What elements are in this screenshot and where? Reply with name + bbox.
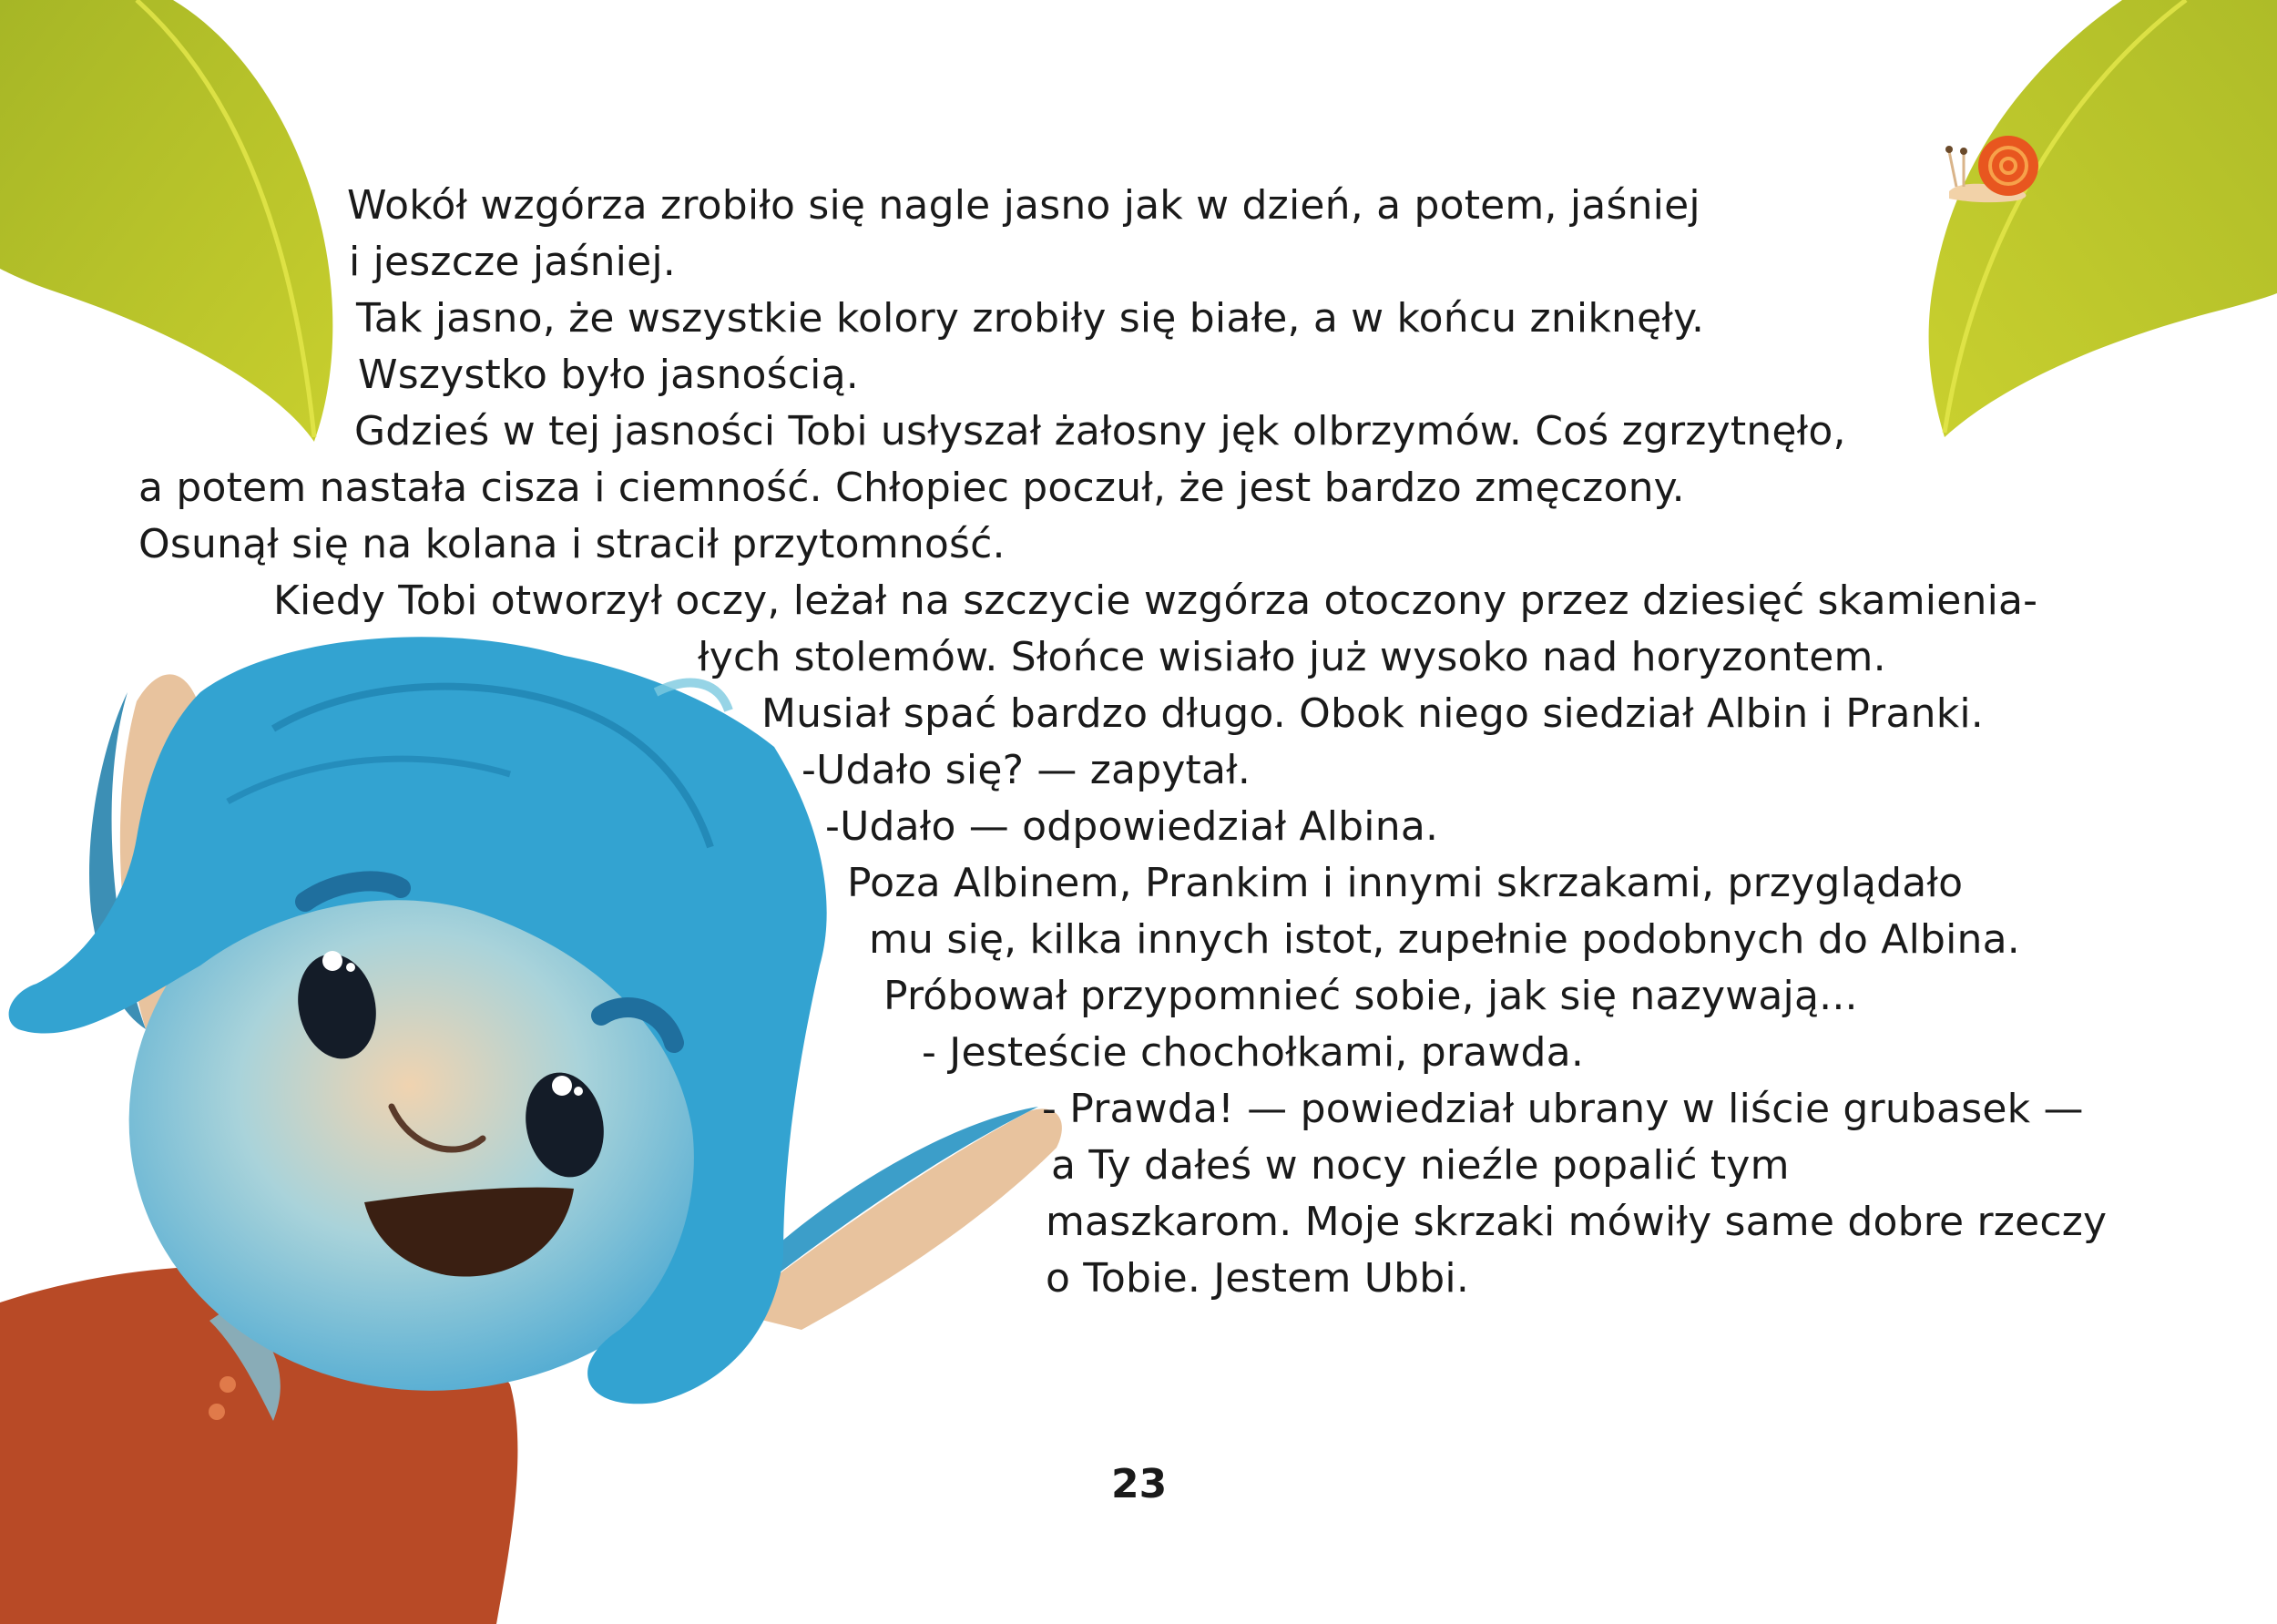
story-line-16: - Jesteście chochołkami, prawda. — [922, 1029, 1585, 1076]
story-line-18: a Ty dałeś w nocy nieźle popalić tym — [1051, 1142, 1790, 1189]
story-line-13: Poza Albinem, Prankim i innymi skrzakami, przyglądało — [847, 860, 1964, 906]
story-line-12: -Udało — odpowiedział Albina. — [825, 803, 1439, 850]
right-leaf-icon — [1929, 0, 2277, 437]
story-line-9: łych stolemów. Słońce wisiało już wysoko nad horyzontem. — [698, 634, 1886, 680]
story-line-15: Próbował przypomnieć sobie, jak się nazywają... — [883, 973, 1858, 1019]
story-line-20: o Tobie. Jestem Ubbi. — [1046, 1255, 1470, 1302]
story-line-5: Gdzieś w tej jasności Tobi usłyszał żałosny jęk olbrzymów. Coś zgrzytnęło, — [354, 408, 1846, 455]
story-line-2: i jeszcze jaśniej. — [349, 239, 676, 285]
story-line-3: Tak jasno, że wszystkie kolory zrobiły się białe, a w końcu zniknęły. — [356, 295, 1705, 342]
story-line-11: -Udało się? — zapytał. — [802, 747, 1251, 793]
story-line-14: mu się, kilka innych istot, zupełnie podobnych do Albina. — [869, 916, 2020, 963]
story-line-10: Musiał spać bardzo długo. Obok niego siedział Albin i Pranki. — [761, 690, 1984, 737]
page-number: 23 — [1111, 1461, 1168, 1507]
story-line-17: - Prawda! — powiedział ubrany w liście grubasek — — [1042, 1086, 2084, 1132]
story-line-7: Osunął się na kolana i stracił przytomność. — [138, 521, 1006, 567]
left-leaf-icon — [0, 0, 332, 442]
story-line-8: Kiedy Tobi otworzył oczy, leżał na szczycie wzgórza otoczony przez dziesięć skamienia- — [273, 577, 2038, 624]
story-line-4: Wszystko było jasnością. — [358, 352, 859, 398]
story-line-1: Wokół wzgórza zrobiło się nagle jasno jak w dzień, a potem, jaśniej — [347, 182, 1700, 229]
story-line-19: maszkarom. Moje skrzaki mówiły same dobre rzeczy — [1046, 1199, 2108, 1245]
story-line-6: a potem nastała cisza i ciemność. Chłopiec poczuł, że jest bardzo zmęczony. — [138, 465, 1685, 511]
